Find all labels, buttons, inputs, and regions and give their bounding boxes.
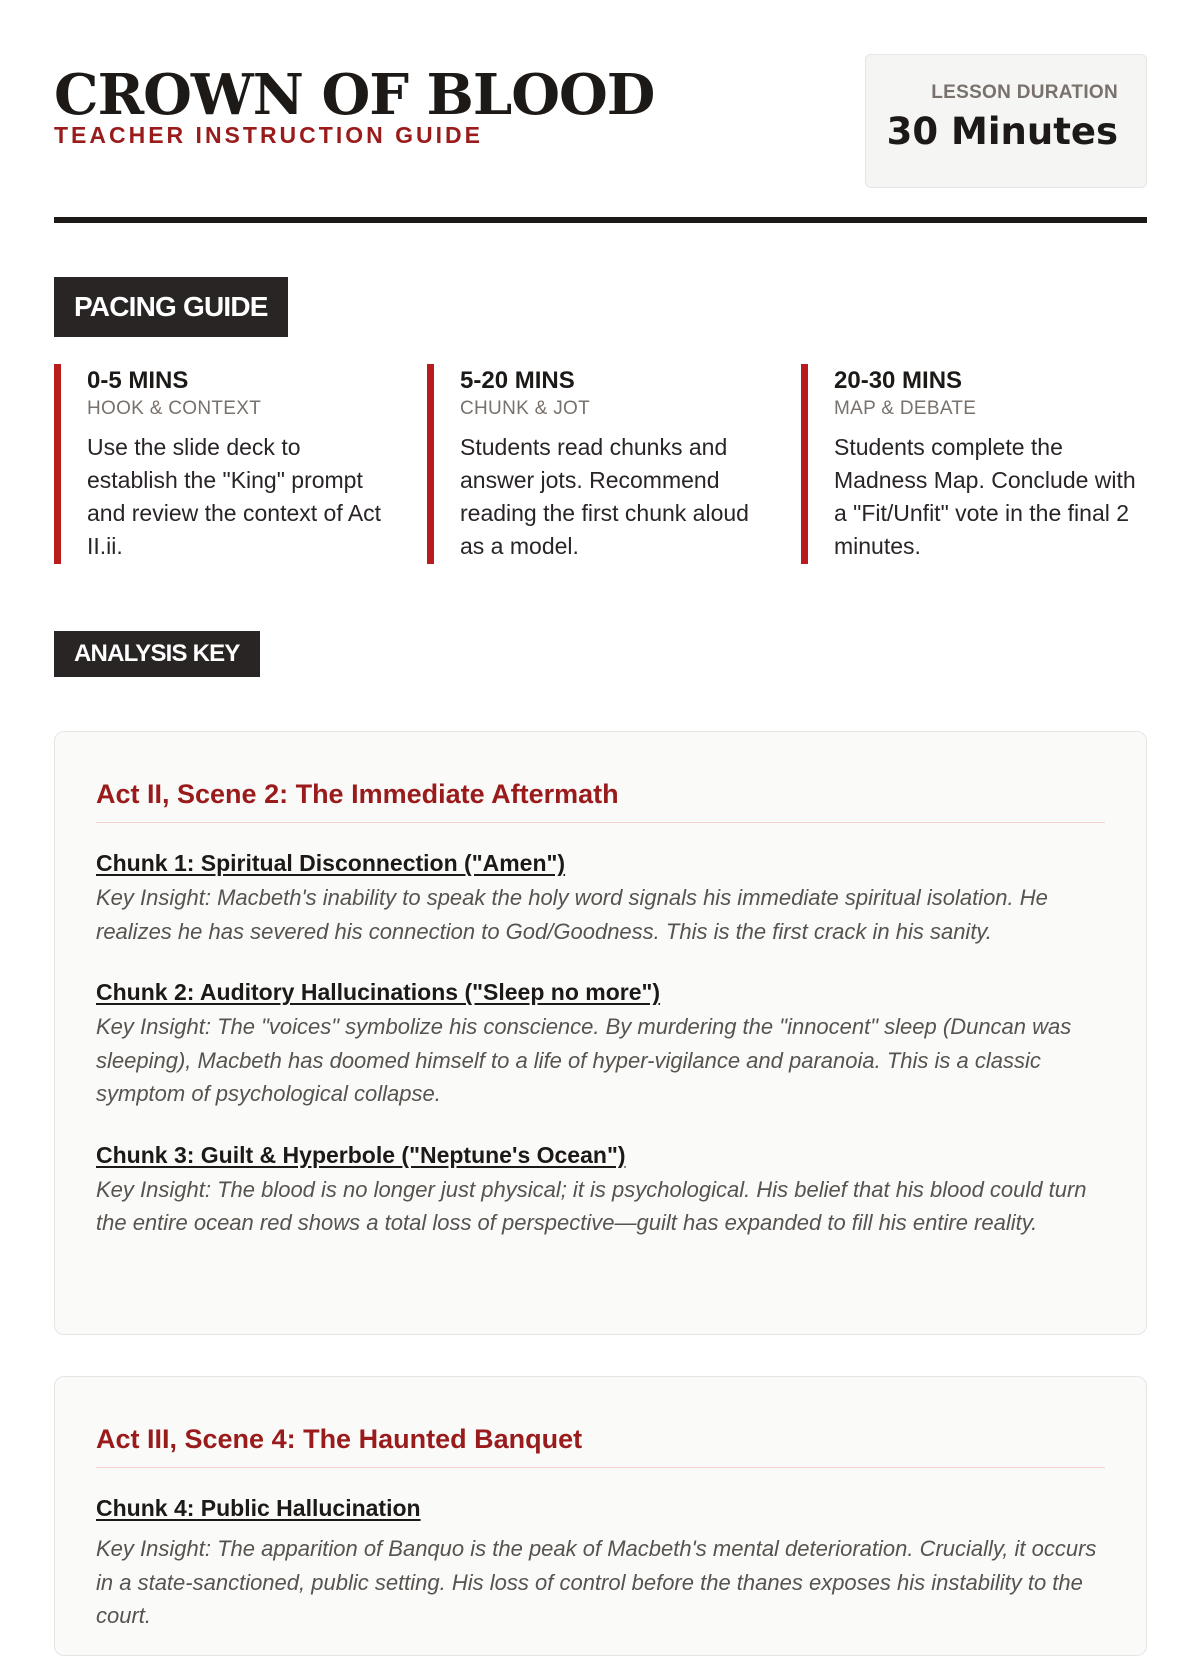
analysis-card-title: Act III, Scene 4: The Haunted Banquet <box>96 1377 1105 1468</box>
chunk-title: Chunk 1: Spiritual Disconnection ("Amen") <box>96 850 566 876</box>
guide-header <box>54 54 1147 222</box>
chunk-title: Chunk 4: Public Hallucination <box>96 1495 421 1521</box>
lesson-duration-value: 30 Minutes <box>886 110 1118 153</box>
pacing-step-tag: CHUNK & JOT <box>460 398 590 419</box>
pacing-guide-heading: PACING GUIDE <box>54 277 288 337</box>
chunk-title: Chunk 3: Guilt & Hyperbole ("Neptune's Ocean") <box>96 1141 626 1168</box>
pacing-step-tag: HOOK & CONTEXT <box>87 398 262 419</box>
chunk-analysis <box>96 847 1105 948</box>
pacing-step-time: 5-20 MINS <box>460 367 575 394</box>
analysis-key-heading: ANALYSIS KEY <box>54 631 260 677</box>
header-divider <box>54 217 1147 223</box>
pacing-step <box>427 364 769 564</box>
chunk-insight: Key Insight: Macbeth's inability to speak the holy word signals his immediate spiritual isolation. He realizes he has severed his connection to God/Goodness. This is the first crack in his sanity. <box>96 885 1048 944</box>
document-title: CROWN OF BLOOD <box>54 62 655 128</box>
pacing-step-time: 0-5 MINS <box>87 367 189 394</box>
chunk-analysis <box>96 1139 1105 1240</box>
analysis-card-title: Act II, Scene 2: The Immediate Aftermath <box>96 732 1105 823</box>
analysis-card <box>54 731 1147 1335</box>
pacing-step <box>801 364 1143 564</box>
chunk-insight: Key Insight: The apparition of Banquo is the peak of Macbeth's mental deterioration. Crucially, it occurs in a state-sanctioned, public setting. His loss of control before the thanes exposes his instability to the court. <box>96 1536 1097 1628</box>
lesson-duration-box <box>865 54 1147 188</box>
pacing-step-description: Use the slide deck to establish the "King" prompt and review the context of Act II.ii. <box>87 434 382 559</box>
pacing-step-time: 20-30 MINS <box>834 367 963 394</box>
analysis-card <box>54 1376 1147 1656</box>
chunk-insight: Key Insight: The "voices" symbolize his conscience. By murdering the "innocent" sleep (Duncan was sleeping), Macbeth has doomed himself to a life of hyper-vigilance and paranoia. This is a classic symptom of psychological collapse. <box>96 1014 1072 1106</box>
chunk-analysis <box>96 1492 1105 1633</box>
lesson-duration-label: LESSON DURATION <box>931 82 1118 103</box>
document-subtitle: TEACHER INSTRUCTION GUIDE <box>54 122 483 148</box>
chunk-insight: Key Insight: The blood is no longer just physical; it is psychological. His belief that his blood could turn the entire ocean red shows a total loss of perspective—guilt has expanded to fill his entire reality. <box>96 1176 1087 1235</box>
teacher-guide-page <box>54 0 1147 1628</box>
chunk-title: Chunk 2: Auditory Hallucinations ("Sleep no more") <box>96 979 661 1005</box>
pacing-step-tag: MAP & DEBATE <box>834 398 977 419</box>
pacing-step-description: Students complete the Madness Map. Conclude with a "Fit/Unfit" vote in the final 2 minutes. <box>834 434 1136 559</box>
pacing-step <box>54 364 396 564</box>
chunk-analysis <box>96 976 1105 1111</box>
pacing-guide <box>54 364 1147 564</box>
pacing-step-description: Students read chunks and answer jots. Recommend reading the first chunk aloud as a model. <box>460 434 749 559</box>
